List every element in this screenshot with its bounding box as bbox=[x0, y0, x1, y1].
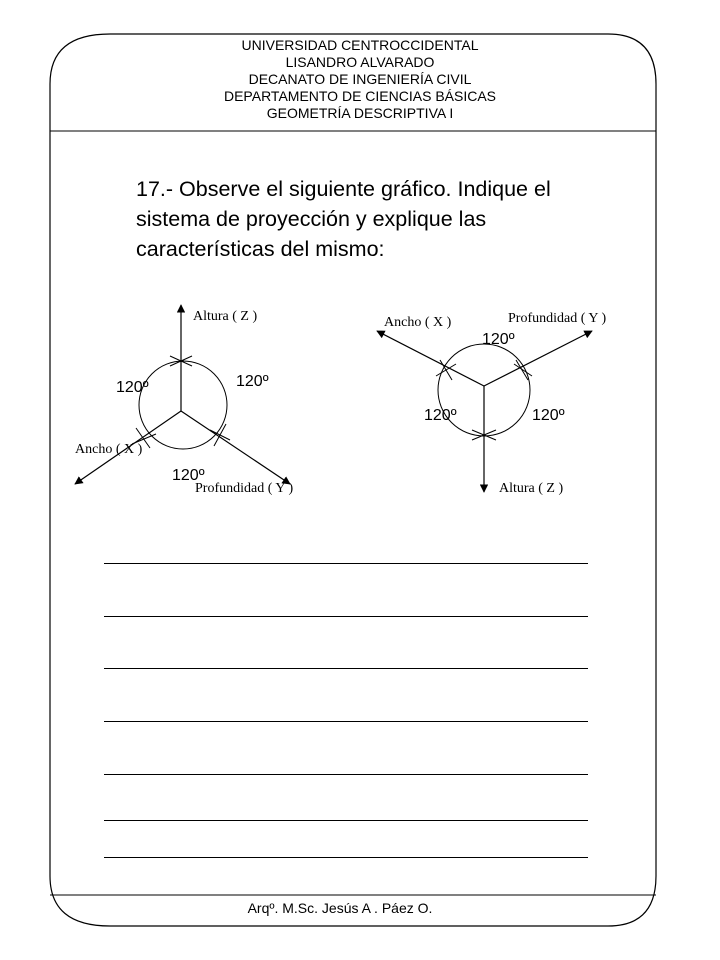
right-label-y: Profundidad ( Y ) bbox=[508, 311, 607, 326]
left-label-z: Altura ( Z ) bbox=[193, 309, 258, 324]
right-label-x: Ancho ( X ) bbox=[384, 315, 452, 330]
left-angle-left: 120º bbox=[116, 379, 149, 396]
question-text: 17.- Observe el siguiente gráfico. Indique el sistema de proyección y explique las características del mismo: bbox=[136, 177, 551, 261]
right-angle-right: 120º bbox=[532, 407, 565, 424]
header-line-university: UNIVERSIDAD CENTROCCIDENTAL bbox=[241, 37, 479, 53]
answer-line[interactable] bbox=[104, 857, 588, 858]
left-label-y: Profundidad ( Y ) bbox=[195, 481, 294, 496]
diagram-right bbox=[377, 311, 606, 496]
right-axis-x bbox=[377, 331, 484, 386]
answer-line[interactable] bbox=[104, 820, 588, 821]
answer-line[interactable] bbox=[104, 721, 588, 722]
answer-line[interactable] bbox=[104, 563, 588, 564]
header-line-name: LISANDRO ALVARADO bbox=[285, 54, 435, 70]
left-label-x: Ancho ( X ) bbox=[75, 442, 143, 457]
answer-line[interactable] bbox=[104, 774, 588, 775]
header-line-deanery: DECANATO DE INGENIERÍA CIVIL bbox=[248, 71, 472, 87]
diagram-left bbox=[75, 305, 293, 496]
author-footer: Arqº. M.Sc. Jesús A . Páez O. bbox=[247, 900, 433, 916]
right-angle-top: 120º bbox=[482, 331, 515, 348]
answer-line[interactable] bbox=[104, 668, 588, 669]
right-angle-left: 120º bbox=[424, 407, 457, 424]
header-line-department: DEPARTAMENTO DE CIENCIAS BÁSICAS bbox=[223, 88, 497, 104]
left-angle-right: 120º bbox=[236, 373, 269, 390]
left-angle-bottom: 120º bbox=[172, 467, 205, 484]
header-line-course: GEOMETRÍA DESCRIPTIVA I bbox=[266, 105, 454, 121]
answer-line[interactable] bbox=[104, 616, 588, 617]
right-label-z: Altura ( Z ) bbox=[499, 481, 564, 496]
